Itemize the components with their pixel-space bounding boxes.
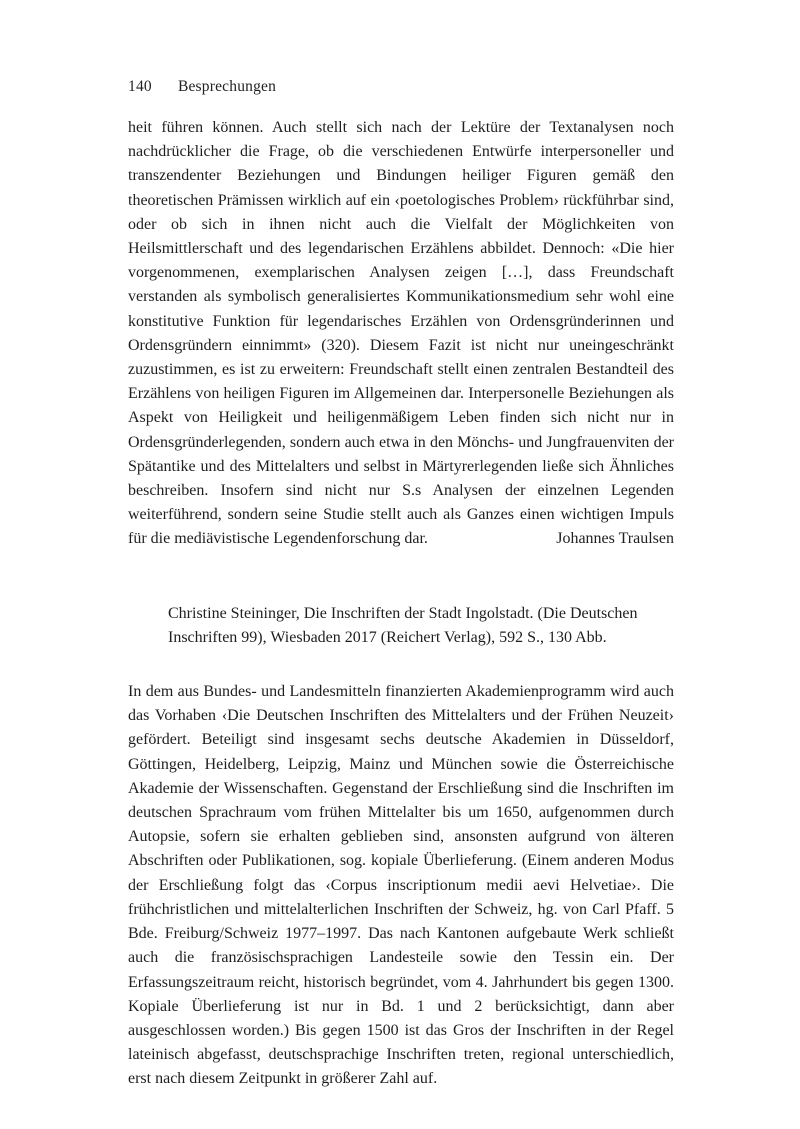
review-body-paragraph: In dem aus Bundes- und Landesmitteln finanzierten Akademienprogramm wird auch das Vorhaben ‹Die Deutschen Inschriften des Mittelalters und der Frühen Neuzeit› gefördert. Beteiligt sind insgesamt sechs deutsche Akademien in Düsseldorf, Göttingen, Heidelberg, Leipzig, Mainz und München sowie die Österreichische Akademie der Wissenschaften. Gegenstand der Erschließung sind die Inschriften im deutschen Sprachraum vom frühen Mittelalter bis um 1650, aufgenommen durch Autopsie, sofern sie erhalten geblieben sind, ansonsten aufgrund von älteren Abschriften oder Publikationen, sog. kopiale Überlieferung. (Einem anderen Modus der Erschließung folgt das ‹Corpus inscriptionum medii aevi Helvetiae›. Die frühchristlichen und mittelalterlichen Inschriften der Schweiz, hg. von Carl Pfaff. 5 Bde. Freiburg/Schweiz 1977–1997. Das nach Kantonen aufgebaute Werk schließt auch die französischsprachigen Landesteile sowie den Tessin ein. Der Erfassungszeitraum reicht, historisch begründet, vom 4. Jahrhundert bis gegen 1300. Kopiale Überlieferung ist nur in Bd. 1 und 2 berücksichtigt, dann aber ausgeschlossen worden.) Bis gegen 1500 ist das Gros der Inschriften in der Regel lateinisch abgefasst, deutschsprachige Inschriften treten, regional unterschiedlich, erst nach diesem Zeitpunkt in größerer Zahl auf. [128, 683, 674, 1088]
review-conclusion-paragraph [128, 116, 674, 552]
text-block [128, 78, 674, 1092]
reviewer-signature: Johannes Traulsen [556, 530, 674, 548]
review-conclusion [128, 116, 674, 552]
review-conclusion-text: heit führen können. Auch stellt sich nach der Lektüre der Textanalysen noch nachdrücklicher die Frage, ob die verschiedenen Entwürfe interpersoneller und transzendenter Beziehungen und Bindungen heiliger Figuren gemäß den theoretischen Prämissen wirklich auf ein ‹poetologisches Problem› rückführbar sind, oder ob sich in ihnen nicht auch die Vielfalt der Möglichkeiten von Heilsmittlerschaft und des legendarischen Erzählens abbildet. Dennoch: «Die hier vorgenommenen, exemplarischen Analysen zeigen […], dass Freundschaft verstanden als symbolisch generalisiertes Kommunikationsmedium sehr wohl eine konstitutive Funktion für legendarisches Erzählen von Ordensgründerinnen und Ordensgründern einnimmt» (320). Diesem Fazit ist nicht nur uneingeschränkt zuzustimmen, es ist zu erweitern: Freundschaft stellt einen zentralen Bestandteil des Erzählens von heiligen Figuren im Allgemeinen dar. Interpersonelle Beziehungen als Aspekt von Heiligkeit und heiligenmäßigem Leben finden sich nicht nur in Ordensgründerlegenden, sondern auch etwa in den Mönchs- und Jungfrauenviten der Spätantike und des Mittelalters und selbst in Märtyrerlegenden ließe sich Ähnliches beschreiben. Insofern sind nicht nur S.s Analysen der einzelnen Legenden weiterführend, sondern seine Studie stellt auch als Ganzes einen wichtigen Impuls für die mediävistische Legendenforschung dar. [128, 119, 674, 548]
section-title: Besprechungen [177, 78, 277, 95]
review-citation [168, 602, 674, 650]
running-head [128, 78, 674, 96]
review-body [128, 680, 674, 1091]
citation-text: Christine Steininger, Die Inschriften der Stadt Ingolstadt. (Die Deutschen Inschriften 99), Wiesbaden 2017 (Reichert Verlag), 592 S., 130 Abb. [168, 604, 638, 646]
page-number: 140 [128, 78, 152, 95]
